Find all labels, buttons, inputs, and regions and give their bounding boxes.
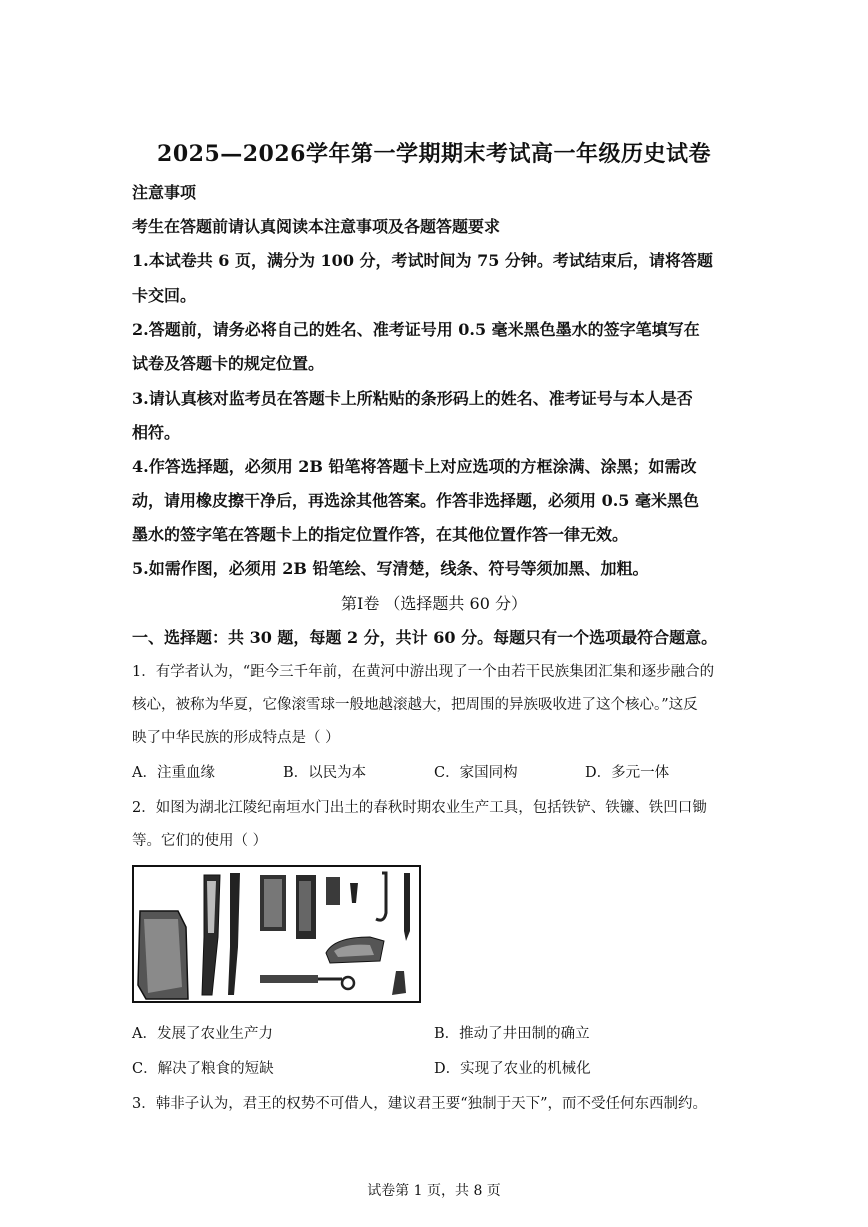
question-2-text: 等。它们的使用（ ） bbox=[132, 833, 268, 849]
question-1-option-c[interactable]: C．家国同构 bbox=[434, 765, 518, 781]
notice-line: 2.答题前，请务必将自己的姓名、准考证号用 0.5 毫米黑色墨水的签字笔填写在 bbox=[132, 320, 700, 339]
notice-line: 1.本试卷共 6 页，满分为 100 分，考试时间为 75 分钟。考试结束后，请将答题 bbox=[132, 251, 713, 270]
notice-line: 相符。 bbox=[132, 423, 181, 442]
question-2-option-c[interactable]: C．解决了粮食的短缺 bbox=[132, 1061, 274, 1077]
notice-line: 4.作答选择题，必须用 2B 铅笔将答题卡上对应选项的方框涂满、涂黑；如需改 bbox=[132, 457, 697, 476]
question-1-option-b[interactable]: B．以民为本 bbox=[283, 765, 367, 781]
page-footer: 试卷第 1 页，共 8 页 bbox=[367, 1183, 501, 1199]
notice-intro: 考生在答题前请认真阅读本注意事项及各题答题要求 bbox=[132, 217, 501, 236]
question-2-option-d[interactable]: D．实现了农业的机械化 bbox=[434, 1061, 591, 1077]
notice-heading: 注意事项 bbox=[132, 183, 197, 202]
notice-line: 动，请用橡皮擦干净后，再选涂其他答案。作答非选择题，必须用 0.5 毫米黑色 bbox=[132, 491, 699, 510]
exam-title: 2025—2026学年第一学期期末考试高一年级历史试卷 bbox=[157, 141, 711, 167]
notice-line: 墨水的签字笔在答题卡上的指定位置作答，在其他位置作答一律无效。 bbox=[132, 525, 629, 544]
question-1-text: 1．有学者认为，“距今三千年前，在黄河中游出现了一个由若干民族集团汇集和逐步融合的 bbox=[132, 664, 715, 680]
question-1-text: 映了中华民族的形成特点是（ ） bbox=[132, 730, 340, 746]
iron-tools-figure bbox=[132, 865, 421, 1003]
notice-line: 5.如需作图，必须用 2B 铅笔绘、写清楚，线条、符号等须加黑、加粗。 bbox=[132, 559, 649, 578]
iron-tools-illustration bbox=[134, 867, 419, 1001]
question-1-option-d[interactable]: D．多元一体 bbox=[585, 765, 670, 781]
question-2-text: 2．如图为湖北江陵纪南垣水门出土的春秋时期农业生产工具，包括铁铲、铁镰、铁凹口锄 bbox=[132, 800, 707, 816]
question-2-option-a[interactable]: A．发展了农业生产力 bbox=[132, 1026, 273, 1042]
notice-line: 卡交回。 bbox=[132, 286, 197, 305]
question-3-text: 3．韩非子认为，君王的权势不可借人，建议君王要“独制于天下”，而不受任何东西制约。 bbox=[132, 1096, 708, 1112]
notice-line: 3.请认真核对监考员在答题卡上所粘贴的条形码上的姓名、准考证号与本人是否 bbox=[132, 389, 693, 408]
question-2-option-b[interactable]: B．推动了井田制的确立 bbox=[434, 1026, 590, 1042]
question-1-option-a[interactable]: A．注重血缘 bbox=[132, 765, 215, 781]
question-1-text: 核心，被称为华夏，它像滚雪球一般地越滚越大，把周围的异族吸收进了这个核心。”这反 bbox=[132, 697, 698, 713]
part-heading: 第Ⅰ卷 （选择题共 60 分） bbox=[341, 594, 527, 613]
notice-line: 试卷及答题卡的规定位置。 bbox=[132, 354, 325, 373]
section-heading: 一、选择题：共 30 题，每题 2 分，共计 60 分。每题只有一个选项最符合题意。 bbox=[132, 628, 718, 647]
